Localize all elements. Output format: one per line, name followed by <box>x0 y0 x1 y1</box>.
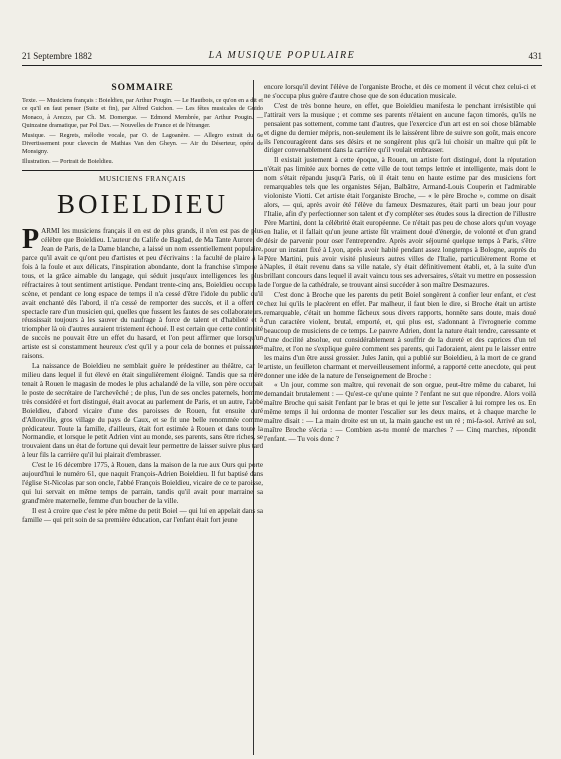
article-body-right <box>264 83 536 444</box>
paragraph: C'est donc à Broche que les parents du petit Boiel songèrent à confier leur enfant, et c'est chez lui qu'ils le placèrent en effet. Par malheur, il faut bien le dire, si Broche était un artiste remarquable, c'était un homme fâcheux sous divers rapports, honnête sans doute, mais doué d'un caractère violent, brutal, emporté, et, qui plus est, s'adonnant à l'ivrognerie comme beaucoup de musiciens de ce temps. Le pauvre Adrien, dont la nature était tendre, caressante et d'une docilité absolue, eut considérablement à souffrir de la dureté et des caprices d'un tel maître, et l'on ne s'explique guère comment ses parents, qui l'adoraient, aient pu le laisser entre les mains d'un être aussi grossier. Jules Janin, qui a publié sur Boieldieu, à la mort de ce grand artiste, un feuilleton charmant et merveilleusement informé, a rapporté cette anecdote, qui peut donner une idée de la nature de l'enseignement de Broche : <box>264 291 536 380</box>
paragraph: encore lorsqu'il devint l'élève de l'organiste Broche, et dès ce moment il vécut chez celui-ci et ne s'occupa plus guère d'autre chose que de son éducation musicale. <box>264 83 536 100</box>
paragraph: Il est à croire que c'est le père même du petit Boiel — qui lui en appelait dans sa famille — qui prit soin de sa première éducation, car l'enfant était fort jeune <box>22 506 263 524</box>
paragraph: PARMI les musiciens français il en est de plus grands, il n'en est pas de plus célèbre que Boieldieu. L'auteur du Calife de Bagdad, de Ma Tante Aurore, de Jean de Paris, de la Dame blanche, a laissé un nom essentiellement populaire, parce qu'il avait ce qu'ont peu d'artistes et peu d'écrivains : la faculté de plaire à la fois à la foule et aux délicats, l'inspiration abondante, dont la franchise s'impose à tous, et la grâce aimable du langage, qui séduit jusqu'aux intelligences les plus réfractaires à tout sentiment artistique. Pendant trente-cinq ans, Boieldieu occupa la scène, et pendant ce long espace de temps il n'a cessé d'être l'idole du public qu'il avait enchanté dès l'abord, il n'a cessé de remporter des succès, et il a offert ce spectacle rare d'un musicien qui, quelles que fussent les fautes de ses collaborateurs, réussissait toujours à les sauver du naufrage à force de talent et d'habileté et à triompher là où d'autres auraient tristement échoué. Il est certain que cette continuité de succès ne pouvait être un effet du hasard, et l'on peut affirmer que lorsqu'un artiste est si constamment heureux c'est qu'il y a pour cela de bonnes et puissantes raisons. <box>22 224 263 361</box>
article-body-left <box>22 224 263 524</box>
right-column <box>264 83 536 445</box>
sommaire-texte: Texte. — Musiciens français : Boieldieu, par Arthur Pougin. — Le Hautbois, ce qu'on en a dit et ce qu'il en faut penser (Suite et fin), par Alfred Guichon. — Les fêtes musicales de Guido Monaco, à Arezzo, par Ch. M. Domergue. — Edmond Membrée, par Arthur Pougin. — Quinzaine dramatique, par Pol Dax. — Nouvelles de France et de l'étranger. <box>22 97 263 130</box>
section-label: MUSICIENS FRANÇAIS <box>99 175 186 184</box>
page-number: 431 <box>528 51 542 61</box>
paragraph: C'est de très bonne heure, en effet, que Boieldieu manifesta le penchant irrésistible qui l'attirait vers la musique ; et comme ses parents n'étaient en aucune façon timorés, qu'ils ne pensaient pas sottement, comme tant d'autres, que l'exercice d'un art est en soi chose blâmable et digne du dernier mépris, non-seulement ils le laissèrent libre de suivre son goût, mais encore ils l'encouragèrent dans ses désirs et ne songèrent plus qu'à lui choisir un maître qui pût le diriger convenablement dans la carrière qu'il voulait embrasser. <box>264 101 536 155</box>
issue-date: 21 Septembre 1882 <box>22 51 92 61</box>
paragraph: Il existait justement à cette époque, à Rouen, un artiste fort distingué, dont la réputation n'était pas limitée aux bornes de cette ville de tout temps lettrée et intelligente, mais dont le nom s'était répandu jusqu'à Paris, où il était tenu en haute estime par des musiciens fort remarquables tels que les organistes Séjan, Balbâtre, Armand-Louis Couperin et l'admirable violoniste Viotti. Cet artiste était l'organiste Broche, — « le père Broche », comme on disait alors, — qui, après avoir été l'élève du fameux Desmazures, était parti un beau jour pour l'Italie, afin d'y perfectionner son talent et d'y compléter ses études sous la direction de l'illustre Père Martini, dont la célébrité était européenne. Ce n'était pas peu de chose alors qu'un voyage en Italie, et il fallait qu'un jeune artiste fût vraiment doué d'énergie, de volonté et d'un grand désir de parvenir pour oser l'entreprendre. Après avoir séjourné quelque temps à Paris, s'être pour un instant fixé à Lyon, après avoir habité pendant assez longtemps à Bologne, auprès du Père Martini, puis avoir visité plusieurs autres villes de l'Italie, particulièrement Rome et Naples, il était revenu dans sa ville natale, s'y était définitivement établi, et, à la suite d'un brillant concours dans lequel il avait vaincu tous ses adversaires, s'était vu mettre en possession de l'orgue de la cathédrale, se trouvant ainsi succéder à son maître Desmazures. <box>264 156 536 290</box>
sommaire-illustration: Illustration. — Portrait de Boieldieu. <box>22 157 114 165</box>
paragraph: La naissance de Boieldieu ne semblait guère le prédestiner au théâtre, car le milieu dans lequel il fut élevé en était singulièrement éloigné. Tandis que sa mère tenait à Rouen le magasin de modes le plus achalandé de la ville, son père occupait le poste de secrétaire de l'archevêché ; de plus, l'un de ses oncles paternels, homme très considéré et fort distingué, était avocat au parlement de Paris, et un autre, l'abbé Boieldieu, d'abord vicaire d'une des paroisses de Rouen, fut ensuite curé d'Allouville, gros village du pays de Caux, et se fit une belle renommée comme prédicateur. Toute la famille, d'ailleurs, était fort estimée à Rouen et dans toute la Normandie, et lorsque le petit Adrien vint au monde, ses parents, sans être riches, se trouvaient dans un état de fortune qui devait leur permettre de laisser suivre plus tard à leur fils la carrière qu'il lui plairait d'embrasser. <box>22 362 263 460</box>
paragraph: C'est le 16 décembre 1775, à Rouen, dans la maison de la rue aux Ours qui porte aujourd'hui le numéro 61, que naquit François-Adrien Boieldieu. Il fut baptisé dans l'église St-Nicolas par son oncle, l'abbé François Boieldieu, vicaire de ce te paroisse, qui lui servait en même temps de parrain, tandis qu'il avait pour marraine sa grand'mère maternelle, femme d'un boucher de la ville. <box>22 461 263 505</box>
drop-cap: P <box>22 224 40 256</box>
paragraph: « Un jour, comme son maître, qui revenait de son orgue, peut-être même du cabaret, lui demandait brutalement : — Qu'est-ce qu'une quinte ? l'enfant ne sut que répondre. Alors voilà maître Broche qui saisit l'enfant par le bras et qui le jette sur l'escalier à lui rompre les os. En même temps il lui ordonna de monter l'escalier sur les deux mains, et à chaque marche le maître disait : — La main droite est un ut, la main gauche est un ré ; mi-fa-sol. Arrivé au sol, maître Broche s'écria : — Combien as-tu monté de marches ? — Cinq marches, répondit l'enfant. — Tu vois donc ? <box>264 381 536 443</box>
page-header <box>22 49 542 66</box>
left-column <box>22 76 263 526</box>
sommaire-contents <box>22 97 263 166</box>
publication-title: LA MUSIQUE POPULAIRE <box>208 50 356 61</box>
article-title: BOIELDIEU <box>57 189 228 220</box>
sommaire-musique: Musique. — Regrets, mélodie vocale, par O. de Lagoanère. — Allegro extrait du 6e Divertissement pour clavecin de Mathias Van den Gheyn. — Air du Déserteur, opéra de Monsigny. <box>22 131 263 156</box>
sommaire-rule <box>22 170 263 171</box>
sommaire-heading: SOMMAIRE <box>111 83 174 93</box>
